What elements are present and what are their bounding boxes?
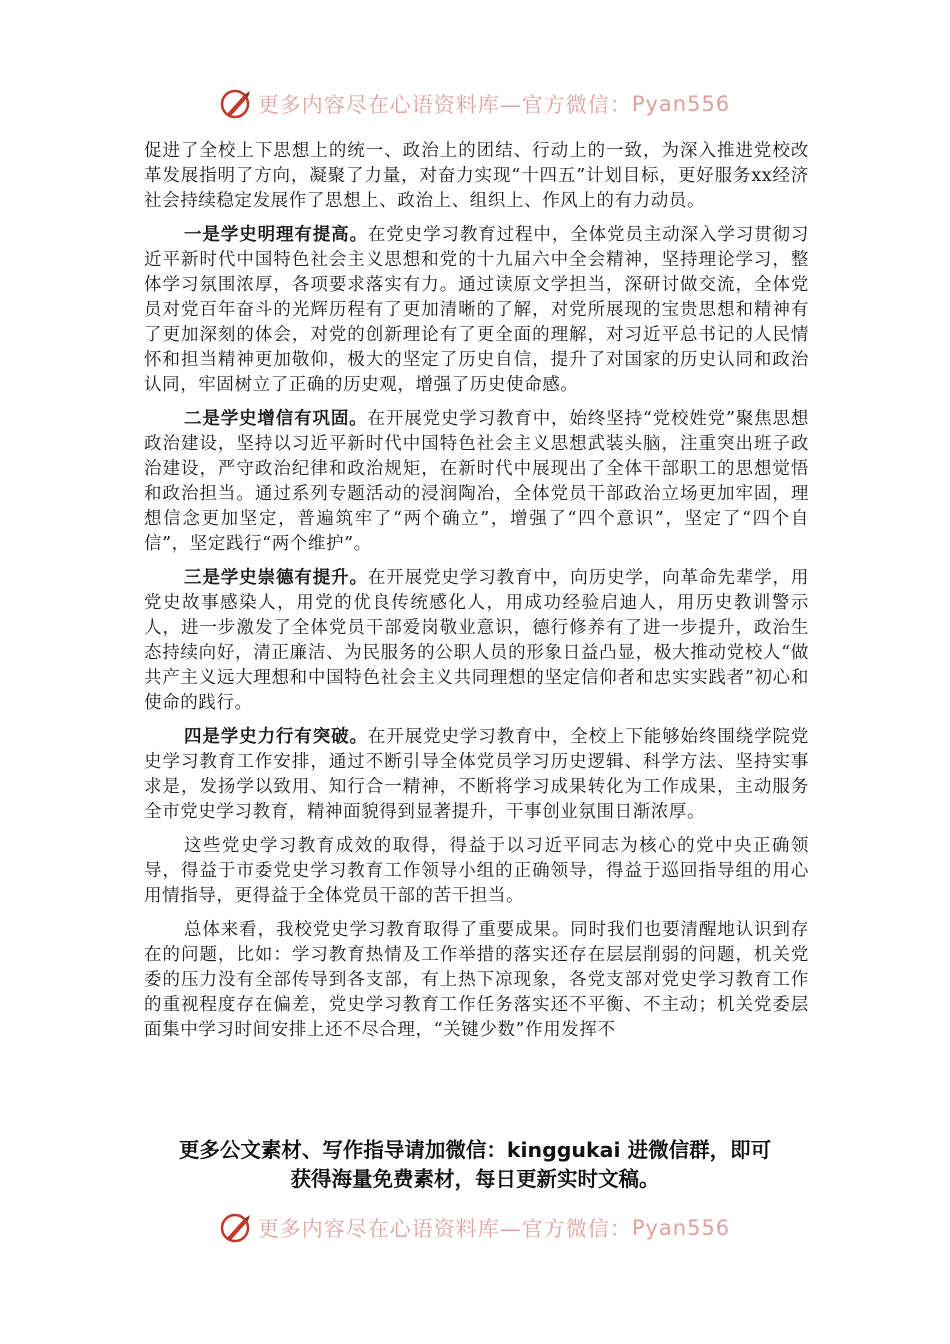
promo-line-2: 获得海量免费素材，每日更新实时文稿。 (290, 1167, 660, 1191)
promo-line-1: 更多公文素材、写作指导请加微信：kinggukai 进微信群，即可 (178, 1138, 772, 1162)
watermark-text: 更多内容尽在心语资料库—官方微信： (257, 1217, 632, 1241)
paragraph-point-4: 四是学史力行有突破。在开展党史学习教育中，全校上下能够始终围绕学院党史学习教育工作安排，通过不断引导全体党员学习历史逻辑、科学方法、坚持实事求是，发扬学以致用、知行合一精神，不断将学习成果转化为工作成果，主动服务全市党史学习教育，精神面貌得到显著提升，干事创业氛围日渐浓厚。 (144, 727, 809, 822)
paragraph-problems: 总体来看，我校党史学习教育取得了重要成果。同时我们也要清醒地认识到存在的问题，比如：学习教育热情及工作举措的落实还存在层层削弱的问题，机关党委的压力没有全部传导到各支部，有上热下凉现象，各党支部对党史学习教育工作的重视程度存在偏差，党史学习教育工作任务落实还不平衡、不主动；机关党委层面集中学习时间安排上还不尽合理，“关键少数”作用发挥不 (144, 920, 809, 1040)
pen-logo-icon (220, 1211, 254, 1245)
point-heading: 一是学史明理有提高。 (184, 225, 368, 245)
paragraph-point-3: 三是学史崇德有提升。在开展党史学习教育中，向历史学，向革命先辈学，用党史故事感染人，用党的优良传统感化人，用成功经验启迪人，用历史教训警示人，进一步激发了全体党员干部爱岗敬业意识，德行修养有了进一步提升，政治生态持续向好，清正廉洁、为民服务的公职人员的形象日益凸显，极大推动党校人“做共产主义远大理想和中国特色社会主义共同理想的坚定信仰者和忠实实践者”初心和使命的践行。 (144, 568, 809, 713)
watermark-header (0, 84, 950, 124)
watermark-wechat-id: Pyan556 (631, 92, 731, 116)
pen-logo-icon (220, 87, 254, 121)
point-heading: 四是学史力行有突破。 (184, 727, 368, 747)
promo-banner (120, 1136, 830, 1194)
paragraph-achievements: 这些党史学习教育成效的取得，得益于以习近平同志为核心的党中央正确领导，得益于市委党史学习教育工作领导小组的正确领导，得益于巡回指导组的用心用情指导，更得益于全体党员干部的苦干担当。 (144, 836, 809, 906)
point-heading: 二是学史增信有巩固。 (184, 409, 368, 429)
document-body (144, 139, 809, 1052)
watermark-wechat-id: Pyan556 (631, 1216, 731, 1240)
watermark-text: 更多内容尽在心语资料库—官方微信： (257, 93, 632, 117)
paragraph-point-2: 二是学史增信有巩固。在开展党史学习教育中，始终坚持“党校姓党”聚焦思想政治建设，坚持以习近平新时代中国特色社会主义思想武装头脑，注重突出班子政治建设，严守政治纪律和政治规矩，在新时代中展现出了全体干部职工的思想觉悟和政治担当。通过系列专题活动的浸润陶冶，全体党员干部政治立场更加牢固，理想信念更加坚定，普遍筑牢了“两个确立”，增强了“四个意识”，坚定了“四个自信”，坚定践行“两个维护”。 (144, 409, 809, 554)
point-heading: 三是学史崇德有提升。 (184, 568, 368, 588)
watermark-footer (0, 1208, 950, 1248)
paragraph-intro: 促进了全校上下思想上的统一、政治上的团结、行动上的一致，为深入推进党校改革发展指明了方向，凝聚了力量，对奋力实现“十四五”计划目标，更好服务xx经济社会持续稳定发展作了思想上、政治上、组织上、作风上的有力动员。 (144, 141, 809, 211)
paragraph-point-1: 一是学史明理有提高。在党史学习教育过程中，全体党员主动深入学习贯彻习近平新时代中国特色社会主义思想和党的十九届六中全会精神，坚持理论学习，整体学习氛围浓厚，各项要求落实有力。通过读原文学担当，深研讨做交流，全体党员对党百年奋斗的光辉历程有了更加清晰的了解，对党所展现的宝贵思想和精神有了更加深刻的体会，对党的创新理论有了更全面的理解，对习近平总书记的人民情怀和担当精神更加敬仰，极大的坚定了历史自信，提升了对国家的历史认同和政治认同，牢固树立了正确的历史观，增强了历史使命感。 (144, 225, 809, 395)
